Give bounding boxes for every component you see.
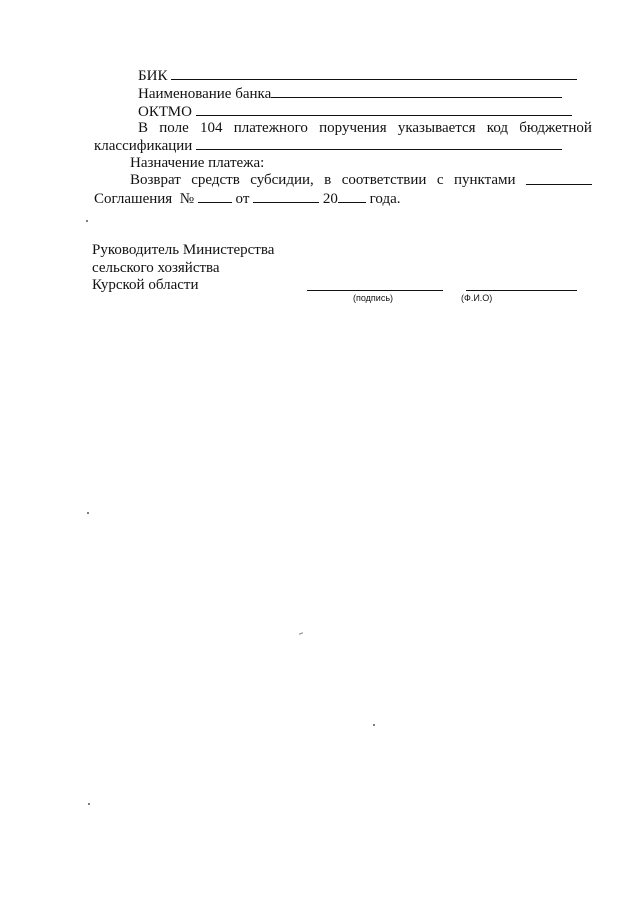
kbk-word: поле xyxy=(159,120,189,136)
bank-name-blank xyxy=(271,84,562,98)
name-caption: (Ф.И.О) xyxy=(461,293,493,303)
kbk-word: 104 xyxy=(199,120,223,136)
scan-speck xyxy=(299,632,303,635)
agreement-row xyxy=(94,189,401,208)
kbk-line-1 xyxy=(138,119,592,137)
kbk-blank xyxy=(196,136,562,150)
scan-speck xyxy=(87,512,89,514)
purpose-word: субсидии, xyxy=(250,172,314,188)
purpose-word: средств xyxy=(191,172,240,188)
name-line xyxy=(466,290,577,291)
scan-speck xyxy=(88,803,90,805)
signature-caption: (подпись) xyxy=(353,293,394,303)
clauses-blank xyxy=(526,171,592,185)
bik-label: БИК xyxy=(138,68,168,84)
oktmo-label: ОКТМО xyxy=(138,104,192,120)
purpose-label: Назначение платежа: xyxy=(130,155,265,171)
kbk-word: указывается xyxy=(397,120,476,136)
scan-speck xyxy=(373,724,375,726)
kbk-word: бюджетной xyxy=(519,120,592,136)
kbk-word: В xyxy=(138,120,149,136)
signatory-line-2: сельского хозяйства xyxy=(92,260,220,276)
purpose-word: с xyxy=(436,172,444,188)
bik-row xyxy=(138,66,577,85)
oktmo-blank xyxy=(196,102,572,116)
signatory-line-3: Курской области xyxy=(92,277,199,293)
purpose-word: пунктами xyxy=(453,172,516,188)
agreement-date-blank xyxy=(253,189,319,203)
kbk-line-2 xyxy=(94,136,562,155)
bank-name-label: Наименование банка xyxy=(138,86,272,102)
agreement-number-blank xyxy=(198,189,232,203)
bank-name-row xyxy=(138,84,562,103)
purpose-word: соответствии xyxy=(341,172,427,188)
from-label: от xyxy=(235,191,250,207)
kbk-label: классификации xyxy=(94,138,193,154)
scan-speck xyxy=(86,220,88,222)
agreement-label: Соглашения xyxy=(94,191,173,207)
purpose-line-1 xyxy=(130,171,592,189)
kbk-word: поручения xyxy=(319,120,387,136)
year-suffix: года. xyxy=(369,191,401,207)
number-sign: № xyxy=(179,191,195,207)
signature-line xyxy=(307,290,443,291)
kbk-word: платежного xyxy=(233,120,308,136)
kbk-word: код xyxy=(486,120,509,136)
year-prefix: 20 xyxy=(322,191,338,207)
purpose-word: в xyxy=(324,172,332,188)
year-blank xyxy=(338,189,366,203)
bik-blank xyxy=(171,66,577,80)
signatory-line-1: Руководитель Министерства xyxy=(92,242,275,258)
purpose-word: Возврат xyxy=(130,172,181,188)
